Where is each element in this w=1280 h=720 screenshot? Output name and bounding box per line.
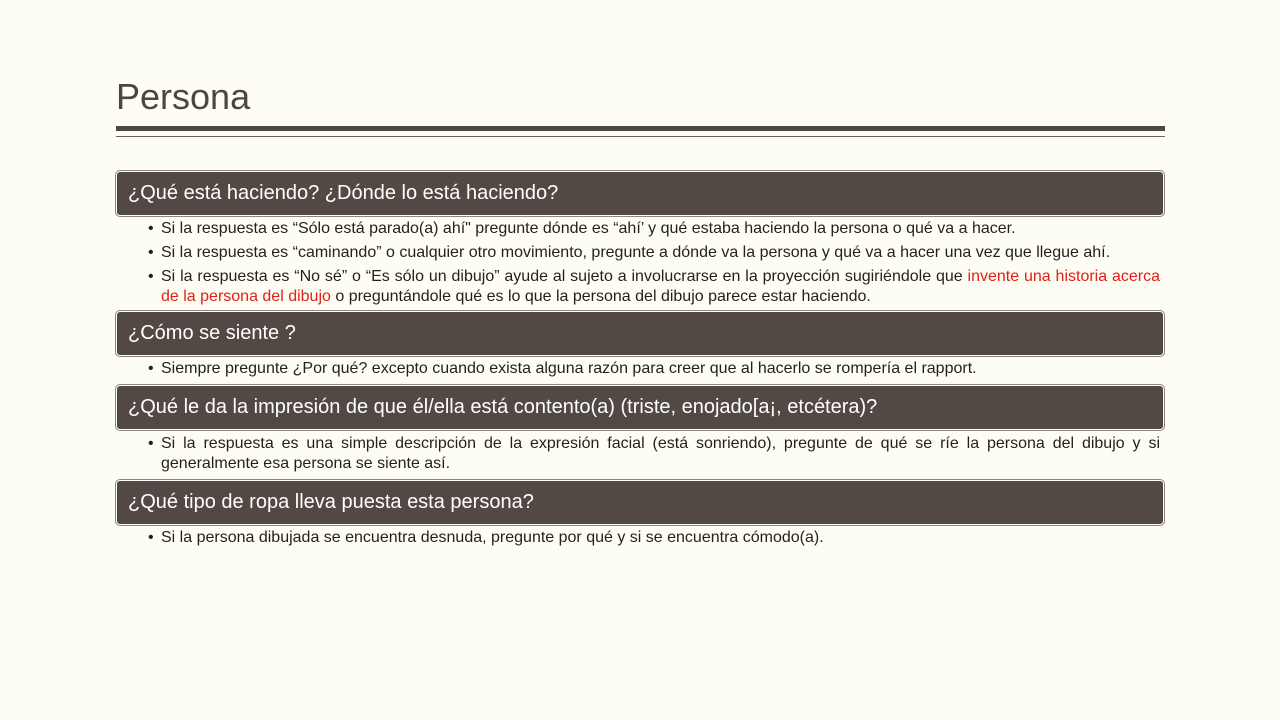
bullet-list bbox=[116, 359, 1166, 379]
bullet-text: o preguntándole qué es lo que la persona del dibujo parece estar haciendo. bbox=[330, 288, 871, 305]
section-header: ¿Qué le da la impresión de que él/ella está contento(a) (triste, enojado[a¡, etcétera)? bbox=[116, 385, 1164, 430]
bullet-list bbox=[116, 434, 1166, 474]
slide-title: Persona bbox=[116, 76, 251, 117]
bullet-text: Si la respuesta es “No sé” o “Es sólo un dibujo” ayude al sujeto a involucrarse en la proyección sugiriéndole que bbox=[161, 268, 968, 285]
bullet-item bbox=[116, 267, 1166, 307]
section-header: ¿Cómo se siente ? bbox=[116, 311, 1164, 356]
section-que-esta-haciendo bbox=[116, 171, 1166, 307]
title-underline-thick bbox=[116, 126, 1165, 131]
bullet-list bbox=[116, 219, 1166, 307]
bullet-item: • Si la respuesta es una simple descripción de la expresión facial (está sonriendo), pregunte de qué se ríe la persona del dibujo y si generalmente esa persona se siente así. bbox=[116, 434, 1166, 474]
section-impresion bbox=[116, 385, 1166, 474]
bullet-list bbox=[116, 528, 1166, 548]
section-header: ¿Qué tipo de ropa lleva puesta esta persona? bbox=[116, 480, 1164, 525]
section-tipo-de-ropa bbox=[116, 480, 1166, 548]
slide-content bbox=[116, 171, 1166, 548]
bullet-item: • Si la persona dibujada se encuentra desnuda, pregunte por qué y si se encuentra cómodo(a). bbox=[116, 528, 1166, 548]
bullet-item: • Si la respuesta es “Sólo está parado(a) ahí" pregunte dónde es “ahí’ y qué estaba haciendo la persona o qué va a hacer. bbox=[116, 219, 1166, 239]
highlighted-text: invente una historia acerca de la persona del dibujo bbox=[161, 268, 1161, 305]
section-header: ¿Qué está haciendo? ¿Dónde lo está haciendo? bbox=[116, 171, 1164, 216]
section-como-se-siente bbox=[116, 311, 1166, 379]
title-underline-thin bbox=[116, 136, 1165, 137]
bullet-item: • Siempre pregunte ¿Por qué? excepto cuando exista alguna razón para creer que al hacerlo se rompería el rapport. bbox=[116, 359, 1166, 379]
bullet-item: • Si la respuesta es “caminando” o cualquier otro movimiento, pregunte a dónde va la persona y qué va a hacer una vez que llegue ahí. bbox=[116, 243, 1166, 263]
